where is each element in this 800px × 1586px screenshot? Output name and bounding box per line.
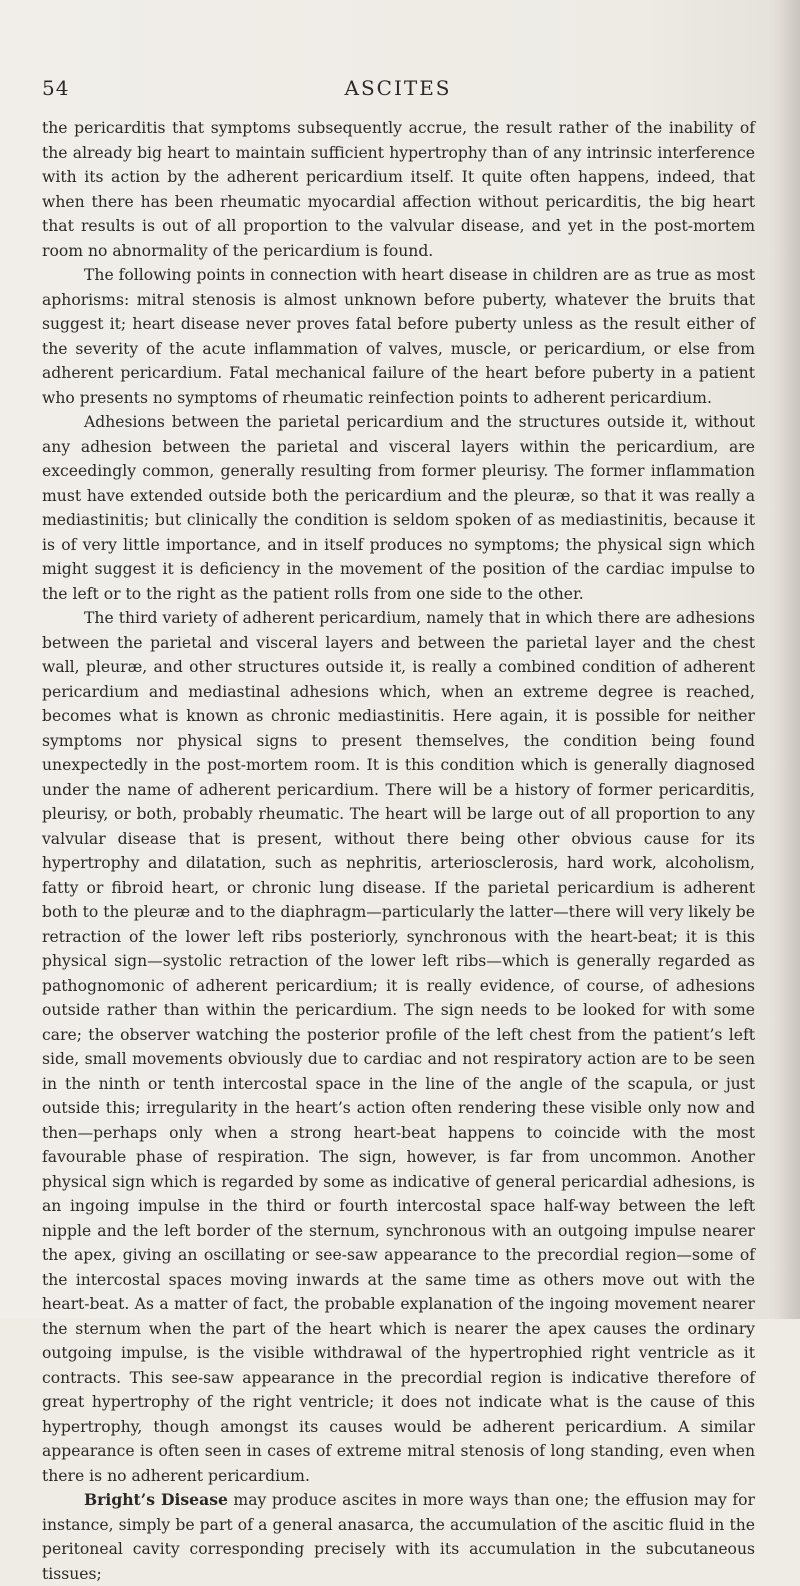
page-edge-shadow	[778, 0, 800, 1319]
paragraph-text: may produce ascites in more ways than one; the effusion may for instance, simply be part of a general anasarca, the accumulation of the ascitic fluid in the peritoneal cavity corresponding precisely with its accumulation in the subcutaneous tissues;	[42, 1491, 755, 1583]
paragraph-text: Adhesions between the parietal pericardium and the structures outside it, without any adhesion between the parietal and visceral layers within the pericardium, are exceedingly common, generally resulting from former pleurisy. The former inflammation must have extended outside both the pericardium and the pleuræ, so that it was really a mediastinitis; but clinically the condition is seldom spoken of as mediastinitis, because it is of very little importance, and in itself produces no symptoms; the physical sign which might suggest it is deficiency in the movement of the position of the cardiac impulse to the left or to the right as the patient rolls from one side to the other.	[42, 413, 755, 603]
paragraph	[42, 263, 755, 410]
paragraph	[42, 606, 755, 1488]
body-text	[42, 116, 755, 1586]
paragraph	[42, 410, 755, 606]
paragraph-lead-heading: Bright’s Disease	[84, 1490, 228, 1509]
paragraph-text: The following points in connection with heart disease in children are as true as most aphorisms: mitral stenosis is almost unknown before puberty, whatever the bruits that suggest it; heart disease never proves fatal before puberty unless as the result either of the severity of the acute inflammation of valves, muscle, or pericardium, or else from adherent pericardium. Fatal mechanical failure of the heart before puberty in a patient who presents no symptoms of rheumatic reinfection points to adherent pericardium.	[42, 266, 755, 407]
page-number: 54	[42, 76, 70, 100]
paragraph	[42, 1488, 755, 1586]
paragraph-text: the pericarditis that symptoms subsequently accrue, the result rather of the inability of the already big heart to maintain sufficient hypertrophy than of any intrinsic interference with its action by the adherent pericardium itself. It quite often happens, indeed, that when there has been rheumatic myocardial affection without pericarditis, the big heart that results is out of all proportion to the valvular disease, and yet in the post-mortem room no abnormality of the pericardium is found.	[42, 119, 755, 260]
paragraph-text: The third variety of adherent pericardium, namely that in which there are adhesions between the parietal and visceral layers and between the parietal layer and the chest wall, pleuræ, and other structures outside it, is really a combined condition of adherent pericardium and mediastinal adhesions which, when an extreme degree is reached, becomes what is known as chronic mediastinitis. Here again, it is possible for neither symptoms nor physical signs to present themselves, the condition being found unexpectedly in the post-mortem room. It is this condition which is generally diagnosed under the name of adherent pericardium. There will be a history of former pericarditis, pleurisy, or both, probably rheumatic. The heart will be large out of all proportion to any valvular disease that is present, without there being other obvious cause for its hypertrophy and dilatation, such as nephritis, arteriosclerosis, hard work, alcoholism, fatty or fibroid heart, or chronic lung disease. If the parietal pericardium is adherent both to the pleuræ and to the diaphragm—particularly the latter—there will very likely be retraction of the lower left ribs posteriorly, synchronous with the heart-beat; it is this physical sign—systolic retraction of the lower left ribs—which is generally regarded as pathognomonic of adherent pericardium; it is really evidence, of course, of adhesions outside rather than within the pericardium. The sign needs to be looked for with some care; the observer watching the posterior profile of the left chest from the patient’s left side, small movements obviously due to cardiac and not respiratory action are to be seen in the ninth or tenth intercostal space in the line of the angle of the scapula, or just outside this; irregularity in the heart’s action often rendering these visible only now and then—perhaps only when a strong heart-beat happens to coincide with the most favourable phase of respiration. The sign, however, is far from uncommon. Another physical sign which is regarded by some as indicative of general pericardial adhesions, is an ingoing impulse in the third or fourth intercostal space half-way between the left nipple and the left border of the sternum, synchronous with an outgoing impulse nearer the apex, giving an oscillating or see-saw appearance to the precordial region—some of the intercostal spaces moving inwards at the same time as others move out with the heart-beat. As a matter of fact, the probable explanation of the ingoing movement nearer the sternum when the part of the heart which is nearer the apex causes the ordinary outgoing impulse, is the visible withdrawal of the hypertrophied right ventricle as it contracts. This see-saw appearance in the precordial region is indicative therefore of great hypertrophy of the right ventricle; it does not indicate what is the cause of this hypertrophy, though amongst its causes would be adherent pericardium. A similar appearance is often seen in cases of extreme mitral stenosis of long standing, even when there is no adherent pericardium.	[42, 609, 756, 1485]
page-header	[42, 76, 754, 106]
running-title: ASCITES	[344, 76, 452, 100]
paragraph	[42, 116, 755, 263]
